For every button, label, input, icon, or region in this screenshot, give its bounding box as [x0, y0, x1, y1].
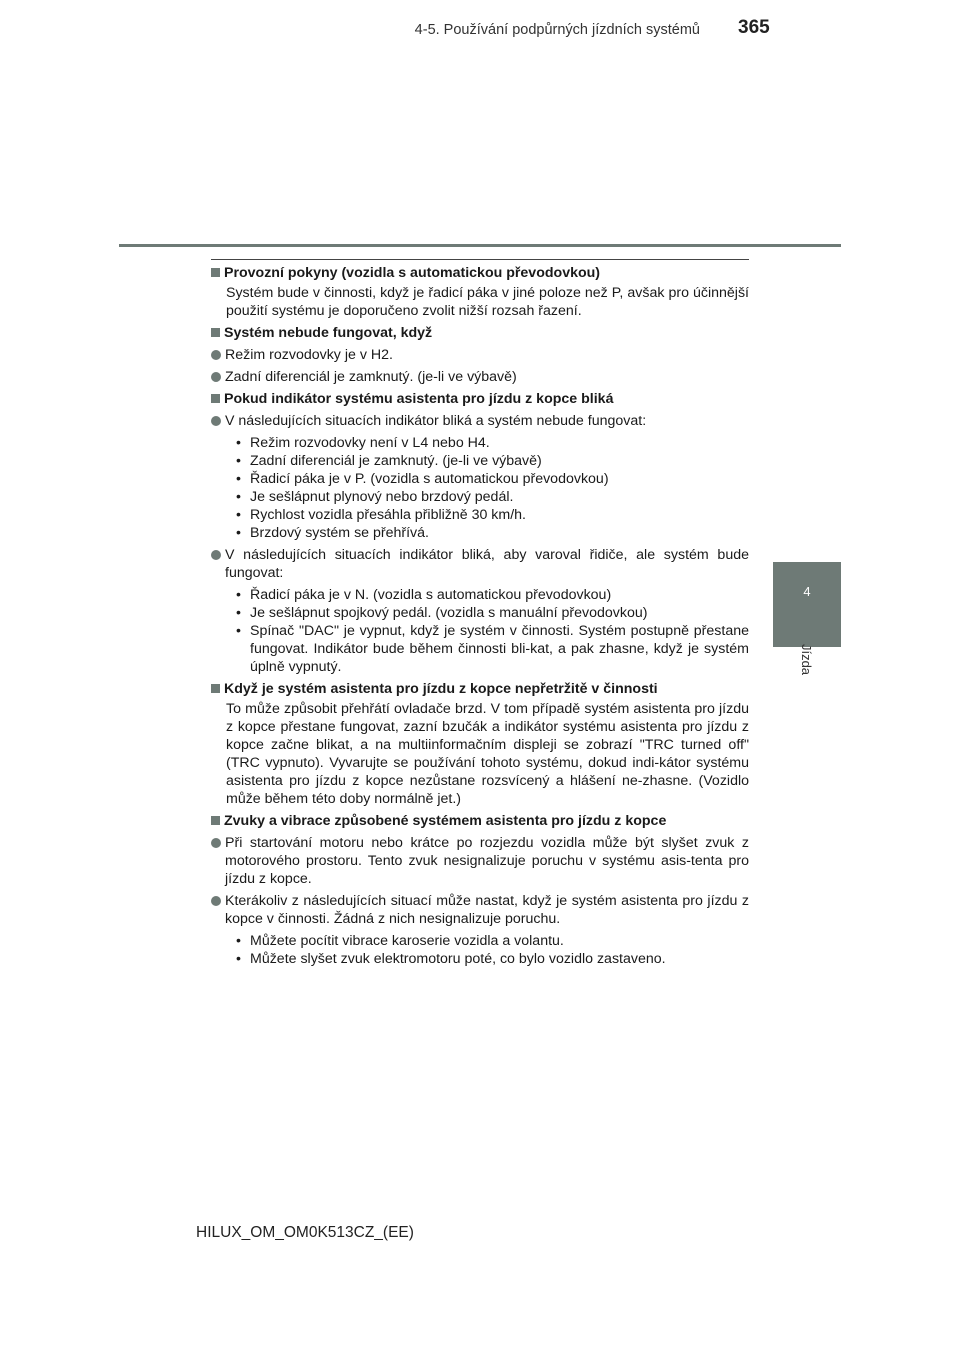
section-heading-text: Zvuky a vibrace způsobené systémem asistenta pro jízdu z kopce: [224, 813, 667, 829]
content-rule: [211, 259, 749, 260]
section-paragraph: To může způsobit přehřátí ovladače brzd. V tom případě systém asistenta pro jízdu z kopce přestane fungovat, zazní bzučák a indikátor systému asistenta pro jízdu z kopce začne blikat, a na multiinformačním displeji se zobrazí "TRC turned off" (TRC vypnuto). Vyvarujte se používání tohoto systému, dokud indi-kátor systému asistenta pro jízdu z kopce nezůstane rozsvícený a hlášení ne-zhasne. (Vozidlo může během této doby normálně jet.): [226, 701, 749, 807]
list-item: [211, 412, 749, 430]
section-heading-text: Pokud indikátor systému asistenta pro jízdu z kopce bliká: [224, 391, 614, 407]
sub-list-item: • Rychlost vozidla přesáhla přibližně 30 km/h.: [236, 507, 526, 523]
section-sounds-vibrations: [211, 812, 749, 968]
list-item-text: V následujících situacích indikátor bliká a systém nebude fungovat:: [225, 413, 647, 429]
section-system-will-not-work: [211, 324, 749, 386]
sub-list: [236, 932, 749, 968]
sub-list-item: • Můžete pocítit vibrace karoserie vozidla a volantu.: [236, 933, 564, 949]
list-item-text: Režim rozvodovky je v H2.: [225, 347, 393, 363]
circle-bullet-icon: [211, 838, 221, 848]
page-number: 365: [738, 17, 770, 38]
sub-list: [236, 586, 749, 676]
sub-list-item: • Můžete slyšet zvuk elektromotoru poté, co bylo vozidlo zastaveno.: [236, 951, 666, 967]
sub-list-item: • Je sešlápnut spojkový pedál. (vozidla s manuální převodovkou): [236, 605, 648, 621]
section-heading-text: Provozní pokyny (vozidla s automatickou převodovkou): [224, 265, 601, 281]
circle-bullet-icon: [211, 416, 221, 426]
section-heading: [211, 680, 749, 698]
circle-bullet-icon: [211, 896, 221, 906]
square-bullet-icon: [211, 328, 220, 337]
list-item: [211, 892, 749, 928]
chapter-label-text: Jízda: [799, 643, 815, 675]
list-item-text: Kterákoliv z následujících situací může nastat, když je systém asistenta pro jízdu z kopce v činnosti. Žádná z nich nesignalizuje poruchu.: [225, 893, 749, 927]
section-heading: [211, 264, 749, 282]
section-paragraph: Systém bude v činnosti, když je řadicí páka v jiné poloze než P, avšak pro účinnější použití systému je doporučeno zvolit nižší rozsah řazení.: [226, 285, 749, 319]
square-bullet-icon: [211, 268, 220, 277]
square-bullet-icon: [211, 394, 220, 403]
sub-list-item: • Je sešlápnut plynový nebo brzdový pedál.: [236, 489, 514, 505]
list-item-text: Zadní diferenciál je zamknutý. (je-li ve výbavě): [225, 369, 517, 385]
sub-list-item: • Řadicí páka je v P. (vozidla s automatickou převodovkou): [236, 471, 609, 487]
section-heading: [211, 390, 749, 408]
section-continuous-operation: [211, 680, 749, 808]
sub-list-item: • Režim rozvodovky není v L4 nebo H4.: [236, 435, 490, 451]
chapter-tab: [773, 562, 841, 647]
section-operating-notes: [211, 264, 749, 320]
header-rule: [119, 244, 841, 247]
circle-bullet-icon: [211, 372, 221, 382]
section-indicator-blinks: [211, 390, 749, 676]
sub-list: [236, 434, 749, 542]
list-item: [211, 368, 749, 386]
chapter-number: 4: [803, 584, 811, 599]
section-heading: [211, 324, 749, 342]
list-item: [211, 834, 749, 888]
chapter-label: [776, 638, 838, 680]
header-title: 4-5. Používání podpůrných jízdních systémů: [414, 22, 700, 38]
page-content: [211, 264, 749, 972]
section-heading: [211, 812, 749, 830]
sub-list-item: • Brzdový systém se přehřívá.: [236, 525, 429, 541]
circle-bullet-icon: [211, 550, 221, 560]
sub-list-item: • Zadní diferenciál je zamknutý. (je-li ve výbavě): [236, 453, 542, 469]
sub-list-item: • Řadicí páka je v N. (vozidla s automatickou převodovkou): [236, 587, 612, 603]
section-heading-text: Systém nebude fungovat, když: [224, 325, 433, 341]
square-bullet-icon: [211, 816, 220, 825]
document-code: HILUX_OM_OM0K513CZ_(EE): [196, 1224, 414, 1241]
sub-list-item: • Spínač "DAC" je vypnut, když je systém v činnosti. Systém postupně přestane fungovat. Indikátor bude během činnosti bli-kat, a pak zhasne, když je systém úplně vypnutý.: [236, 623, 749, 675]
list-item-text: V následujících situacích indikátor bliká, aby varoval řidiče, ale systém bude fungovat:: [225, 547, 749, 581]
circle-bullet-icon: [211, 350, 221, 360]
section-heading-text: Když je systém asistenta pro jízdu z kopce nepřetržitě v činnosti: [224, 681, 658, 697]
list-item: [211, 346, 749, 364]
list-item-text: Při startování motoru nebo krátce po rozjezdu vozidla může být slyšet zvuk z motorového prostoru. Tento zvuk nesignalizuje poruchu v systému asis-tenta pro jízdu z kopce.: [225, 835, 749, 887]
list-item: [211, 546, 749, 582]
square-bullet-icon: [211, 684, 220, 693]
